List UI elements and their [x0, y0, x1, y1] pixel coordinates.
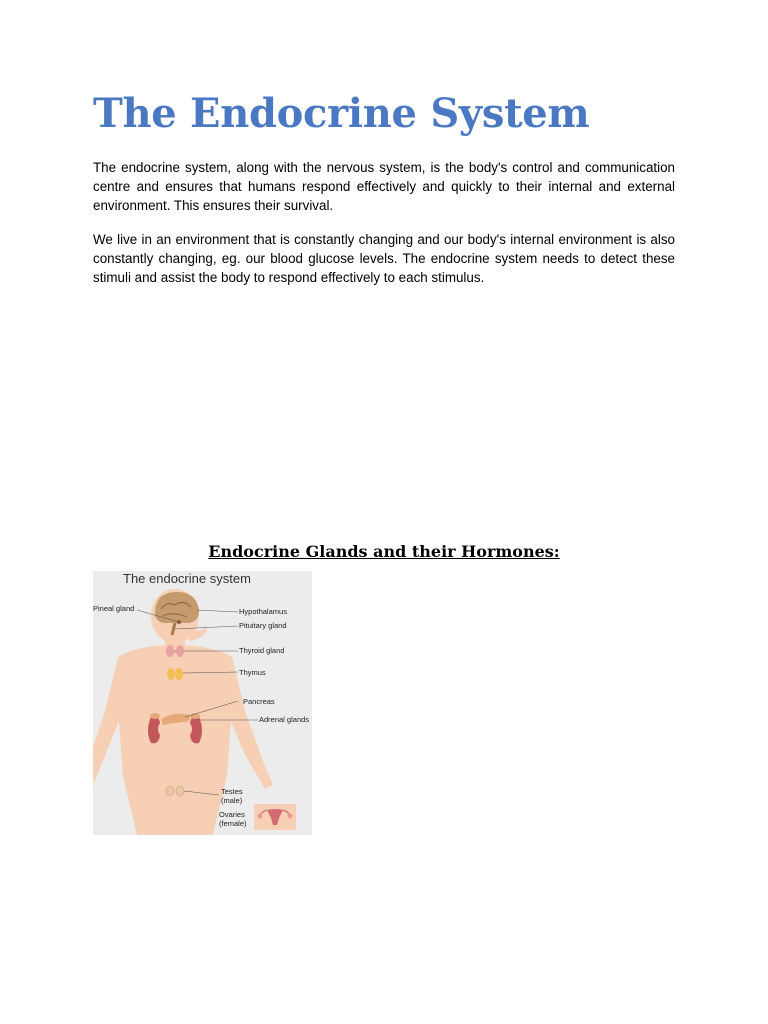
endocrine-diagram-image: [93, 571, 312, 835]
section-heading: Endocrine Glands and their Hormones:: [208, 542, 560, 561]
label-adrenal-glands: Adrenal glands: [259, 715, 310, 724]
label-pancreas: Pancreas: [243, 697, 275, 706]
diagram-title: The endocrine system: [123, 571, 251, 586]
endocrine-diagram: [93, 571, 312, 835]
environment-paragraph: We live in an environment that is constantly changing and our body's internal environment is also constantly changing, eg. our blood glucose levels. The endocrine system needs to detect these stimuli and assist the body to respond effectively to each stimulus.: [93, 232, 675, 285]
label-ovaries-note: (female): [219, 819, 247, 828]
page-title: The Endocrine System: [93, 90, 590, 137]
intro-paragraph: The endocrine system, along with the nervous system, is the body's control and communication centre and ensures that humans respond effectively and quickly to their internal and external environment. This ensures their survival.: [93, 160, 675, 213]
label-testes: Testes: [221, 787, 243, 796]
label-thyroid-gland: Thyroid gland: [239, 646, 285, 655]
label-pituitary-gland: Pituitary gland: [239, 621, 287, 630]
label-ovaries: Ovaries: [219, 810, 245, 819]
ovaries-inset: [254, 804, 296, 830]
label-thymus: Thymus: [239, 668, 266, 677]
label-testes-note: (male): [221, 796, 243, 805]
label-pineal-gland: Pineal gland: [93, 604, 135, 613]
label-hypothalamus: Hypothalamus: [239, 607, 287, 616]
